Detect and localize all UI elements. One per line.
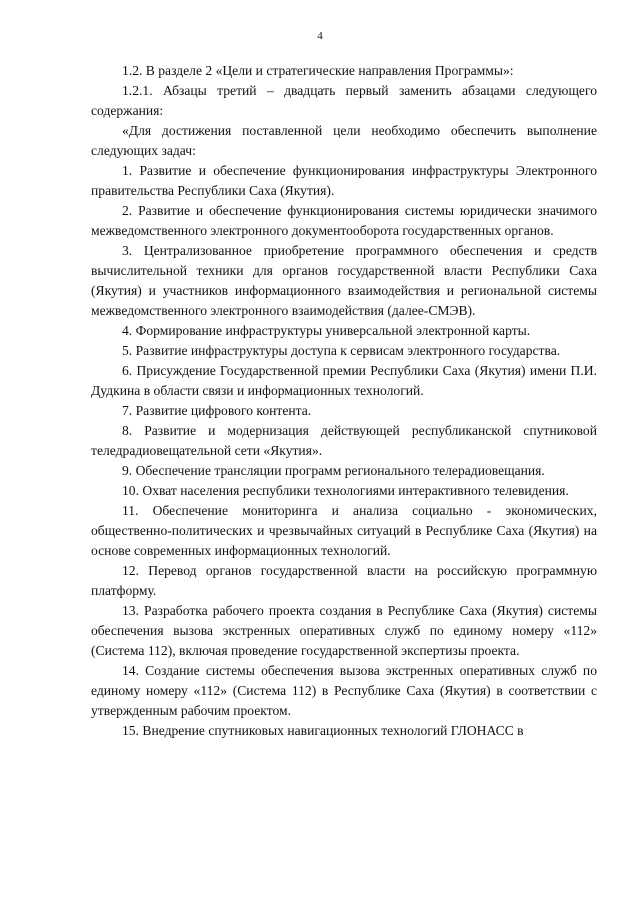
task-item-9: 9. Обеспечение трансляции программ регионального телерадиовещания. (122, 463, 545, 478)
task-item-11: 11. Обеспечение мониторинга и анализа социально - экономических, общественно-политических и чрезвычайных ситуаций в Республике Саха (Якутия) на основе современных информационных технологий. (91, 503, 597, 558)
task-item-6: 6. Присуждение Государственной премии Республики Саха (Якутия) имени П.И. Дудкина в области связи и информационных технологий. (91, 363, 597, 398)
task-item-8: 8. Развитие и модернизация действующей республиканской спутниковой теледрадиовещательной сети «Якутия». (91, 423, 597, 458)
task-item-1: 1. Развитие и обеспечение функционирования инфраструктуры Электронного правительства Республики Саха (Якутия). (91, 163, 597, 198)
task-item-2: 2. Развитие и обеспечение функционирования системы юридически значимого межведомственного электронного документооборота государственных органов. (91, 203, 597, 238)
task-item-13: 13. Разработка рабочего проекта создания в Республике Саха (Якутия) системы обеспечения вызова экстренных оперативных служб по единому номеру «112» (Система 112), включая проведение государственной экспертизы проекта. (91, 603, 597, 658)
paragraph-section-heading: 1.2. В разделе 2 «Цели и стратегические направления Программы»: (122, 63, 514, 78)
task-item-15: 15. Внедрение спутниковых навигационных технологий ГЛОНАСС в (122, 723, 524, 738)
task-item-3: 3. Централизованное приобретение программного обеспечения и средств вычислительной техники для органов государственной власти Республики Саха (Якутия) и участников информационного взаимодействия и региональной системы межведомственного электронного взаимодействия (далее-СМЭВ). (91, 243, 597, 318)
document-body (91, 61, 597, 741)
task-item-14: 14. Создание системы обеспечения вызова экстренных оперативных служб по единому номеру «112» (Система 112) в Республике Саха (Якутия) в соответствии с утвержденным рабочим проектом. (91, 663, 597, 718)
task-item-7: 7. Развитие цифрового контента. (122, 403, 312, 418)
task-item-12: 12. Перевод органов государственной власти на российскую программную платформу. (91, 563, 597, 598)
paragraph-intro: «Для достижения поставленной цели необходимо обеспечить выполнение следующих задач: (91, 123, 597, 158)
task-item-5: 5. Развитие инфраструктуры доступа к сервисам электронного государства. (122, 343, 561, 358)
paragraph-amendment: 1.2.1. Абзацы третий – двадцать первый заменить абзацами следующего содержания: (91, 83, 597, 118)
task-item-4: 4. Формирование инфраструктуры универсальной электронной карты. (122, 323, 531, 338)
page-number: 4 (317, 30, 323, 42)
task-item-10: 10. Охват населения республики технологиями интерактивного телевидения. (122, 483, 569, 498)
